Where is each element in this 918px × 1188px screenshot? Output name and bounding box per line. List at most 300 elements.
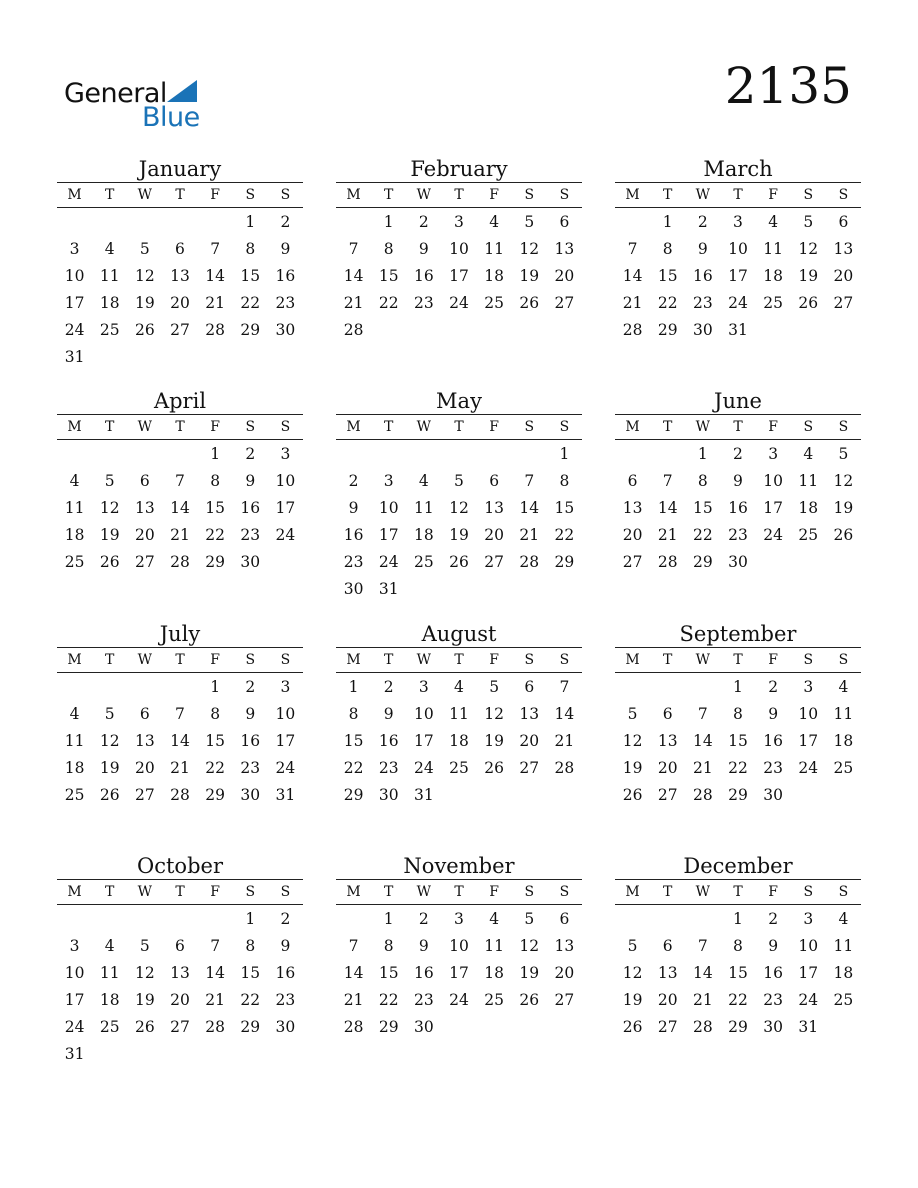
weekday-label: T (175, 884, 185, 900)
day-cell: 11 (99, 964, 120, 982)
weekday-label: W (416, 884, 432, 900)
day-cell: 8 (210, 472, 221, 490)
day-cell (92, 1040, 127, 1067)
day-cell (336, 440, 371, 467)
week-row (615, 494, 861, 521)
day-cell: 12 (622, 964, 643, 982)
day-cell (826, 1013, 861, 1040)
day-cell (756, 548, 791, 575)
weekday-label: S (803, 652, 814, 668)
week-row (336, 575, 582, 602)
day-cell: 1 (559, 445, 570, 463)
weekday-header (615, 182, 861, 208)
day-cell: 16 (378, 732, 399, 750)
day-cell: 17 (64, 991, 85, 1009)
day-cell (477, 575, 512, 602)
day-cell: 20 (134, 526, 155, 544)
day-cell: 13 (833, 240, 854, 258)
day-cell: 7 (697, 705, 708, 723)
day-cell: 18 (833, 732, 854, 750)
day-cell: 26 (798, 294, 819, 312)
day-cell: 6 (524, 678, 535, 696)
day-cell: 8 (697, 472, 708, 490)
day-cell: 12 (134, 267, 155, 285)
day-cell: 21 (343, 294, 364, 312)
weekday-label: S (245, 884, 256, 900)
day-cell: 5 (838, 445, 849, 463)
day-cell: 7 (524, 472, 535, 490)
weekday-label: M (625, 884, 640, 900)
week-row (336, 781, 582, 808)
weekday-label: T (454, 652, 464, 668)
day-cell: 5 (104, 705, 115, 723)
day-cell: 29 (343, 786, 364, 804)
day-cell (127, 905, 162, 932)
weekday-label: S (803, 419, 814, 435)
week-row (336, 316, 582, 343)
day-cell (441, 440, 476, 467)
day-cell (650, 673, 685, 700)
day-cell (477, 440, 512, 467)
day-cell: 21 (622, 294, 643, 312)
day-cell: 22 (240, 294, 261, 312)
day-cell: 24 (378, 553, 399, 571)
day-cell: 14 (170, 499, 190, 517)
day-cell (198, 905, 233, 932)
day-cell (92, 905, 127, 932)
weekday-header (336, 182, 582, 208)
day-cell: 16 (343, 526, 364, 544)
day-cell: 11 (798, 472, 819, 490)
day-cell: 7 (210, 937, 221, 955)
weekday-label: S (803, 187, 814, 203)
day-cell: 18 (833, 964, 854, 982)
day-cell: 10 (449, 240, 469, 258)
day-cell (162, 905, 197, 932)
day-cell: 14 (343, 964, 364, 982)
day-cell: 23 (763, 991, 783, 1009)
day-cell: 14 (692, 964, 713, 982)
weekday-label: M (625, 187, 640, 203)
weekday-label: W (695, 652, 711, 668)
day-cell: 13 (170, 267, 190, 285)
weekday-label: S (524, 187, 535, 203)
weekday-header (57, 414, 303, 440)
weekday-label: T (105, 652, 115, 668)
day-cell: 23 (275, 991, 296, 1009)
day-cell: 13 (134, 732, 155, 750)
day-cell: 17 (275, 732, 296, 750)
day-cell: 10 (275, 705, 296, 723)
year-title: 2135 (724, 57, 852, 115)
week-row (57, 343, 303, 370)
day-cell: 11 (833, 937, 854, 955)
day-cell: 17 (275, 499, 296, 517)
day-cell: 3 (768, 445, 779, 463)
day-cell: 11 (484, 937, 504, 955)
day-cell: 9 (418, 937, 429, 955)
day-cell: 18 (449, 732, 469, 750)
day-cell (512, 440, 547, 467)
day-cell: 30 (763, 786, 783, 804)
day-cell (406, 440, 441, 467)
day-cell (127, 208, 162, 235)
day-cell: 31 (64, 348, 85, 366)
day-cell: 16 (240, 499, 261, 517)
day-cell: 2 (280, 213, 291, 231)
day-cell: 30 (343, 580, 364, 598)
month-name: October (137, 854, 223, 878)
day-cell: 22 (378, 991, 399, 1009)
weekday-label: F (489, 884, 499, 900)
week-row (57, 727, 303, 754)
day-cell: 11 (449, 705, 469, 723)
weekday-label: M (67, 187, 82, 203)
day-cell: 21 (657, 526, 678, 544)
weekday-label: S (280, 652, 291, 668)
weekday-label: M (346, 884, 361, 900)
weekday-label: F (210, 187, 220, 203)
month-december (615, 853, 861, 1040)
week-row (57, 440, 303, 467)
month-name: June (714, 389, 762, 413)
day-cell: 28 (554, 759, 575, 777)
weekday-label: T (384, 187, 394, 203)
day-cell: 1 (662, 213, 673, 231)
weekday-label: M (346, 187, 361, 203)
week-row (615, 316, 861, 343)
weekday-label: T (454, 884, 464, 900)
day-cell: 15 (728, 964, 748, 982)
day-cell: 26 (519, 991, 540, 1009)
month-october (57, 853, 303, 1067)
day-cell (233, 343, 268, 370)
day-cell: 7 (697, 937, 708, 955)
month-may (336, 388, 582, 602)
weekday-label: T (175, 652, 185, 668)
day-cell: 27 (170, 321, 190, 339)
day-cell: 25 (833, 759, 854, 777)
day-cell: 9 (245, 705, 256, 723)
day-cell: 10 (378, 499, 399, 517)
day-cell: 25 (64, 786, 85, 804)
day-cell: 3 (69, 937, 80, 955)
day-cell: 1 (733, 678, 743, 696)
day-cell (791, 548, 826, 575)
day-cell: 31 (275, 786, 296, 804)
day-cell: 9 (697, 240, 708, 258)
day-cell: 17 (798, 732, 819, 750)
day-cell: 15 (554, 499, 575, 517)
day-cell: 7 (175, 472, 185, 490)
weekday-label: T (733, 652, 743, 668)
day-cell: 25 (99, 321, 120, 339)
weekday-label: W (416, 419, 432, 435)
weekday-label: T (733, 884, 743, 900)
week-row (615, 986, 861, 1013)
day-cell (406, 316, 441, 343)
weekday-label: M (346, 419, 361, 435)
day-cell (791, 781, 826, 808)
day-cell: 8 (383, 240, 394, 258)
day-cell: 9 (733, 472, 743, 490)
day-cell: 18 (64, 759, 85, 777)
day-cell: 5 (454, 472, 464, 490)
day-cell (547, 316, 582, 343)
day-cell (198, 343, 233, 370)
day-cell: 4 (418, 472, 429, 490)
day-cell: 11 (64, 732, 85, 750)
weekday-header (615, 647, 861, 673)
day-cell (650, 440, 685, 467)
day-cell (371, 440, 406, 467)
day-cell: 24 (275, 759, 296, 777)
day-cell: 17 (449, 267, 469, 285)
week-row (57, 262, 303, 289)
week-row (615, 932, 861, 959)
day-cell: 24 (413, 759, 434, 777)
day-cell: 5 (524, 213, 535, 231)
weekday-label: T (105, 884, 115, 900)
day-cell (826, 316, 861, 343)
day-cell: 14 (205, 267, 225, 285)
day-cell: 9 (280, 937, 291, 955)
day-cell: 4 (489, 910, 500, 928)
day-cell: 19 (622, 759, 643, 777)
weekday-label: S (524, 419, 535, 435)
day-cell: 26 (833, 526, 854, 544)
month-name: September (679, 622, 797, 646)
weekday-label: S (524, 884, 535, 900)
day-cell: 15 (657, 267, 678, 285)
month-name: April (153, 389, 207, 413)
weekday-label: T (663, 187, 673, 203)
day-cell (127, 1040, 162, 1067)
day-cell: 1 (733, 910, 743, 928)
day-cell: 26 (449, 553, 469, 571)
week-row (57, 754, 303, 781)
day-cell: 6 (662, 937, 673, 955)
day-cell (547, 575, 582, 602)
day-cell (477, 316, 512, 343)
weekday-label: S (245, 419, 256, 435)
week-row (57, 1040, 303, 1067)
day-cell: 5 (524, 910, 535, 928)
weekday-label: T (175, 419, 185, 435)
month-name: August (421, 622, 497, 646)
day-cell: 3 (280, 445, 291, 463)
day-cell: 18 (413, 526, 434, 544)
day-cell: 6 (662, 705, 673, 723)
day-cell: 5 (803, 213, 814, 231)
day-cell: 27 (519, 759, 540, 777)
day-cell: 18 (99, 294, 120, 312)
day-cell: 12 (622, 732, 643, 750)
weekday-label: M (625, 419, 640, 435)
week-row (615, 905, 861, 932)
day-cell: 15 (240, 964, 261, 982)
day-cell: 13 (484, 499, 504, 517)
day-cell: 2 (418, 910, 429, 928)
day-cell (162, 208, 197, 235)
week-row (336, 932, 582, 959)
day-cell: 29 (728, 1018, 748, 1036)
day-cell: 27 (833, 294, 854, 312)
day-cell: 11 (833, 705, 854, 723)
day-cell: 29 (205, 786, 225, 804)
day-cell: 28 (170, 786, 190, 804)
day-cell: 1 (245, 910, 256, 928)
week-row (615, 673, 861, 700)
day-cell: 27 (170, 1018, 190, 1036)
day-cell: 20 (170, 991, 190, 1009)
day-cell: 27 (657, 786, 678, 804)
day-cell: 29 (728, 786, 748, 804)
day-cell (162, 1040, 197, 1067)
day-cell: 2 (733, 445, 743, 463)
day-cell (650, 905, 685, 932)
day-cell (441, 781, 476, 808)
day-cell: 11 (763, 240, 783, 258)
day-cell (477, 1013, 512, 1040)
week-row (615, 548, 861, 575)
logo-text-blue: Blue (142, 102, 200, 133)
week-row (336, 959, 582, 986)
day-cell: 24 (449, 991, 469, 1009)
day-cell: 27 (484, 553, 504, 571)
week-row (336, 700, 582, 727)
week-row (57, 494, 303, 521)
day-cell: 2 (245, 678, 256, 696)
day-cell: 21 (692, 991, 713, 1009)
day-cell: 16 (692, 267, 713, 285)
day-cell: 9 (280, 240, 291, 258)
day-cell: 20 (134, 759, 155, 777)
day-cell: 25 (449, 759, 469, 777)
day-cell: 11 (484, 240, 504, 258)
day-cell (57, 905, 92, 932)
day-cell: 29 (378, 1018, 399, 1036)
day-cell: 3 (280, 678, 291, 696)
day-cell: 14 (205, 964, 225, 982)
week-row (615, 700, 861, 727)
day-cell: 29 (657, 321, 678, 339)
day-cell (441, 316, 476, 343)
weekday-label: F (768, 419, 778, 435)
day-cell: 12 (798, 240, 819, 258)
day-cell: 27 (134, 553, 155, 571)
day-cell: 22 (205, 526, 225, 544)
day-cell: 14 (343, 267, 364, 285)
week-row (57, 986, 303, 1013)
weekday-label: W (695, 187, 711, 203)
week-row (336, 440, 582, 467)
day-cell: 20 (657, 991, 678, 1009)
day-cell: 17 (413, 732, 434, 750)
week-row (615, 754, 861, 781)
day-cell: 8 (245, 937, 256, 955)
day-cell: 1 (348, 678, 359, 696)
logo-triangle-icon (167, 80, 197, 102)
day-cell: 30 (413, 1018, 434, 1036)
month-april (57, 388, 303, 575)
day-cell: 28 (692, 786, 713, 804)
day-cell: 29 (692, 553, 713, 571)
week-row (57, 781, 303, 808)
day-cell: 30 (240, 786, 261, 804)
week-row (336, 986, 582, 1013)
week-row (336, 521, 582, 548)
day-cell: 12 (449, 499, 469, 517)
day-cell: 10 (64, 964, 85, 982)
day-cell: 28 (692, 1018, 713, 1036)
day-cell (162, 673, 197, 700)
day-cell: 9 (768, 937, 779, 955)
day-cell (477, 781, 512, 808)
day-cell: 7 (627, 240, 638, 258)
day-cell: 3 (418, 678, 429, 696)
day-cell: 10 (64, 267, 85, 285)
weekday-label: M (625, 652, 640, 668)
weekday-label: S (280, 419, 291, 435)
month-name: November (403, 854, 515, 878)
day-cell: 8 (245, 240, 256, 258)
day-cell: 26 (134, 321, 155, 339)
day-cell (268, 548, 303, 575)
day-cell (512, 575, 547, 602)
day-cell: 18 (99, 991, 120, 1009)
day-cell: 19 (449, 526, 469, 544)
week-row (336, 208, 582, 235)
weekday-label: F (768, 884, 778, 900)
day-cell: 1 (245, 213, 256, 231)
day-cell: 12 (99, 499, 120, 517)
weekday-label: M (346, 652, 361, 668)
day-cell: 2 (768, 910, 779, 928)
week-row (615, 440, 861, 467)
weekday-label: T (384, 652, 394, 668)
day-cell (615, 905, 650, 932)
week-row (57, 673, 303, 700)
day-cell: 13 (554, 937, 575, 955)
day-cell: 12 (134, 964, 155, 982)
weekday-label: S (559, 884, 570, 900)
weekday-label: W (695, 419, 711, 435)
day-cell: 14 (554, 705, 575, 723)
day-cell: 12 (519, 240, 540, 258)
day-cell: 25 (798, 526, 819, 544)
day-cell: 10 (275, 472, 296, 490)
day-cell: 3 (454, 213, 464, 231)
day-cell: 20 (554, 964, 575, 982)
day-cell: 14 (622, 267, 643, 285)
weekday-label: W (137, 187, 153, 203)
day-cell: 23 (240, 759, 261, 777)
day-cell (198, 208, 233, 235)
weekday-label: F (489, 652, 499, 668)
day-cell: 26 (99, 553, 120, 571)
day-cell: 3 (383, 472, 394, 490)
day-cell: 17 (449, 964, 469, 982)
day-cell: 10 (449, 937, 469, 955)
weekday-label: W (416, 652, 432, 668)
week-row (57, 316, 303, 343)
day-cell: 4 (104, 240, 115, 258)
day-cell: 25 (99, 1018, 120, 1036)
day-cell: 27 (554, 294, 575, 312)
day-cell (441, 575, 476, 602)
day-cell: 10 (413, 705, 434, 723)
